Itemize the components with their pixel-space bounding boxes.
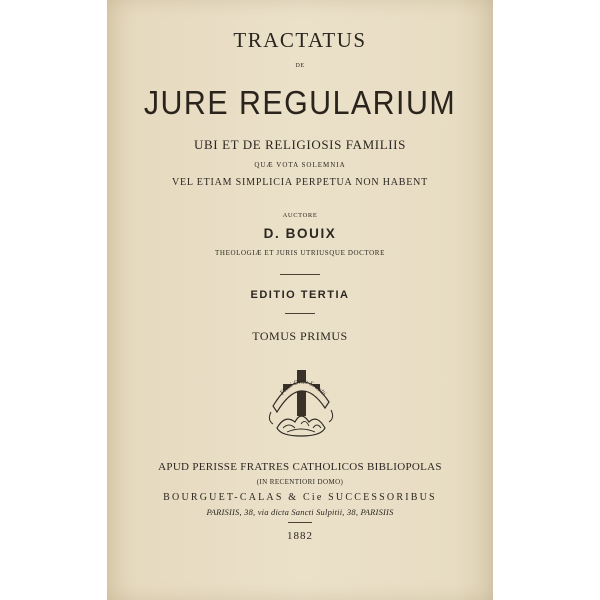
book-title: TRACTATUS (233, 28, 367, 52)
publisher-line-3: BOURGUET-CALAS & Cie SUCCESSORIBUS (163, 492, 437, 503)
main-title: JURE REGULARIUM (143, 84, 457, 121)
title-connector: DE (295, 63, 305, 69)
volume-label: TOMUS PRIMUS (252, 329, 348, 343)
printer-emblem-icon (265, 362, 337, 442)
author-affiliation: THEOLOGIÆ ET JURIS UTRIUSQUE DOCTORE (215, 249, 385, 257)
subtitle-line-1: UBI ET DE RELIGIOSIS FAMILIIS (194, 137, 406, 152)
publication-year: 1882 (287, 530, 313, 542)
publisher-line-1: APUD PERISSE FRATRES CATHOLICOS BIBLIOPOLAS (158, 461, 442, 473)
divider-rule-upper (280, 274, 320, 275)
publisher-address: PARISIIS, 38, via dicta Sancti Sulpitii, 38, PARISIIS (206, 507, 394, 517)
publisher-line-2: (IN RECENTIORI DOMO) (256, 478, 344, 486)
title-page (107, 0, 493, 600)
subtitle-line-3: VEL ETIAM SIMPLICIA PERPETUA NON HABENT (171, 177, 429, 188)
author-name: D. BOUIX (263, 226, 337, 241)
divider-rule-year (288, 522, 312, 523)
emblem-motto: Fidei Ordo Sodalii (278, 378, 328, 398)
auctore-label: AUCTORE (282, 212, 318, 219)
divider-rule-lower (285, 313, 315, 314)
subtitle-line-2: QUÆ VOTA SOLEMNIA (254, 161, 346, 169)
edition-label: EDITIO TERTIA (250, 289, 350, 301)
